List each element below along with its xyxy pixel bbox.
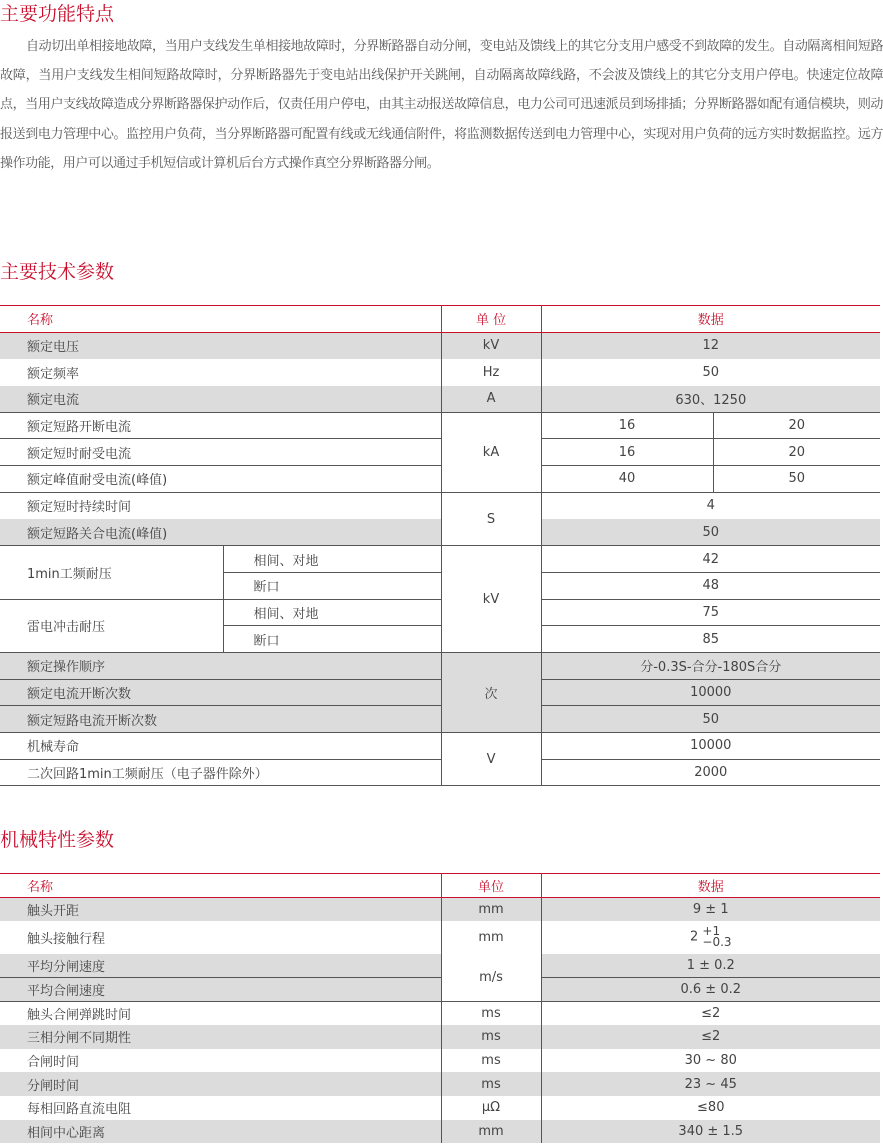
row-value: 10000 — [541, 733, 880, 760]
row-name: 平均合闸速度 — [0, 978, 441, 1002]
row-name: 每相回路直流电阻 — [27, 1102, 132, 1118]
row-subname: 相间、对地 — [223, 546, 441, 573]
row-value: 10000 — [541, 679, 880, 706]
tolerance-fraction — [702, 926, 731, 948]
row-subname: 相间、对地 — [223, 599, 441, 626]
row-value: 50 — [541, 706, 880, 733]
row-unit: ms — [441, 1025, 541, 1049]
row-unit: mm — [441, 921, 541, 954]
row-name: 分闸时间 — [0, 1072, 441, 1096]
table-row — [0, 978, 880, 1002]
table-row — [0, 412, 880, 439]
row-subname: 断口 — [223, 572, 441, 599]
row-value: 85 — [541, 626, 880, 653]
row-name: 额定短路关合电流(峰值) — [0, 519, 441, 546]
row-subname: 断口 — [223, 626, 441, 653]
row-value-2: 50 — [713, 466, 880, 493]
row-value: ≤2 — [541, 1025, 880, 1049]
tolerance-upper: +1 — [702, 924, 721, 939]
tech-params-table — [0, 305, 880, 786]
row-name: 平均分闸速度 — [0, 954, 441, 978]
table-row — [0, 1025, 880, 1049]
row-unit: kV — [441, 332, 541, 359]
row-value: ≤80 — [541, 1096, 880, 1120]
row-name: 额定频率 — [27, 366, 80, 382]
row-value: 340 ± 1.5 — [541, 1120, 880, 1144]
row-unit: ms — [441, 1072, 541, 1096]
table-row — [0, 1120, 880, 1144]
table-row — [0, 439, 880, 466]
table-row — [0, 1072, 880, 1096]
table-row — [0, 546, 880, 573]
table-row — [0, 466, 880, 493]
row-unit: ms — [441, 1049, 541, 1073]
row-value: 50 — [541, 519, 880, 546]
header-data: 数据 — [541, 874, 880, 898]
table-row — [0, 599, 880, 626]
row-name: 合闸时间 — [27, 1054, 80, 1070]
row-name: 三相分闸不同期性 — [0, 1025, 441, 1049]
row-unit: mm — [441, 897, 541, 921]
features-paragraph: 自动切出单相接地故障，当用户支线发生单相接地故障时，分界断路器自动分闸，变电站及馈线上的其它分支用户感受不到故障的发生。自动隔离相间短路故障，当用户支线发生相间短路故障时，分界断路器先于变电站出线保护开关跳闸，自动隔离故障线路，不会波及馈线上的其它分支用户停电。快速定位故障点，当用户支线故障造成分界断路器保护动作后，仅责任用户停电，由其主动报送故障信息，电力公司可迅速派员到场排插；分界断路器如配有通信模块，则动报送到电力管理中心。监控用户负荷，当分界断路器可配置有线或无线通信附件，将监测数据传送到电力管理中心，实现对用户负荷的远方实时数据监控。远方操作功能，用户可以通过手机短信或计算机后台方式操作真空分界断路器分闸。 — [0, 39, 883, 171]
row-value: 30 ~ 80 — [541, 1049, 880, 1073]
row-name: 额定峰值耐受电流(峰值) — [0, 466, 441, 493]
table-row — [0, 359, 880, 386]
row-name: 触头接触行程 — [27, 931, 106, 947]
row-value: 12 — [541, 332, 880, 359]
row-name: 额定短时耐受电流 — [0, 439, 441, 466]
row-name: 触头合闸弹跳时间 — [0, 1001, 441, 1025]
table-header-row — [0, 306, 880, 333]
table-row — [0, 706, 880, 733]
unit-times: 次 — [441, 652, 541, 732]
section-title-mech-params: 机械特性参数 — [0, 829, 115, 851]
row-value: 48 — [541, 572, 880, 599]
row-name: 额定操作顺序 — [0, 652, 441, 679]
header-data: 数据 — [541, 306, 880, 333]
row-value — [541, 921, 880, 954]
row-value-2: 20 — [713, 412, 880, 439]
table-row — [0, 652, 880, 679]
row-value: 75 — [541, 599, 880, 626]
table-row — [0, 332, 880, 359]
row-value: 1 ± 0.2 — [541, 954, 880, 978]
row-value: 50 — [541, 359, 880, 386]
row-value: 42 — [541, 546, 880, 573]
section-title-features: 主要功能特点 — [0, 3, 115, 25]
header-unit: 单位 — [441, 874, 541, 898]
row-name: 额定短路电流开断次数 — [0, 706, 441, 733]
unit-speed: m/s — [441, 954, 541, 1001]
row-unit: μΩ — [441, 1096, 541, 1120]
mech-params-table — [0, 873, 880, 1143]
tolerance-lower: −0.3 — [702, 935, 732, 950]
table-row — [0, 492, 880, 519]
row-value: 630、1250 — [541, 386, 880, 413]
table-row — [0, 759, 880, 786]
header-name: 名称 — [0, 874, 441, 898]
row-value: ≤2 — [541, 1001, 880, 1025]
table-row — [0, 1001, 880, 1025]
row-value: 23 ~ 45 — [541, 1072, 880, 1096]
table-row — [0, 733, 880, 760]
row-value: 2000 — [541, 759, 880, 786]
table-row — [0, 921, 880, 954]
unit-ka: kA — [441, 412, 541, 492]
table-row — [0, 519, 880, 546]
tolerance-base: 2 — [689, 929, 699, 945]
row-name: 机械寿命 — [0, 733, 441, 760]
row-unit: A — [441, 386, 541, 413]
row-value: 分-0.3S-合分-180S合分 — [541, 652, 880, 679]
table-row — [0, 954, 880, 978]
row-value-1: 16 — [541, 412, 713, 439]
row-name: 触头开距 — [0, 897, 441, 921]
row-unit: V — [441, 733, 541, 786]
row-name: 额定电压 — [0, 332, 441, 359]
table-row — [0, 897, 880, 921]
row-name: 额定短路开断电流 — [0, 412, 441, 439]
row-unit: mm — [441, 1120, 541, 1144]
row-value: 9 ± 1 — [541, 897, 880, 921]
header-name: 名称 — [0, 306, 441, 333]
row-value-1: 40 — [541, 466, 713, 493]
table-row — [0, 679, 880, 706]
row-value: 4 — [541, 492, 880, 519]
section-title-tech-params: 主要技术参数 — [0, 261, 115, 283]
table-row — [0, 1049, 880, 1073]
row-name: 额定电流开断次数 — [0, 679, 441, 706]
row-name: 额定短时持续时间 — [27, 500, 132, 516]
row-name: 雷电冲击耐压 — [0, 599, 223, 652]
row-value-2: 20 — [713, 439, 880, 466]
table-row — [0, 1096, 880, 1120]
row-unit: Hz — [441, 359, 541, 386]
row-name: 额定电流 — [0, 386, 441, 413]
row-unit: S — [441, 492, 541, 545]
table-header-row — [0, 874, 880, 898]
row-name: 相间中心距离 — [0, 1120, 441, 1144]
row-value: 0.6 ± 0.2 — [541, 978, 880, 1002]
header-unit: 单 位 — [441, 306, 541, 333]
row-unit: ms — [441, 1001, 541, 1025]
table-row — [0, 386, 880, 413]
row-name: 1min工频耐压 — [0, 546, 223, 599]
unit-kv: kV — [441, 546, 541, 653]
row-value-1: 16 — [541, 439, 713, 466]
row-name: 二次回路1min工频耐压（电子器件除外） — [0, 759, 441, 786]
